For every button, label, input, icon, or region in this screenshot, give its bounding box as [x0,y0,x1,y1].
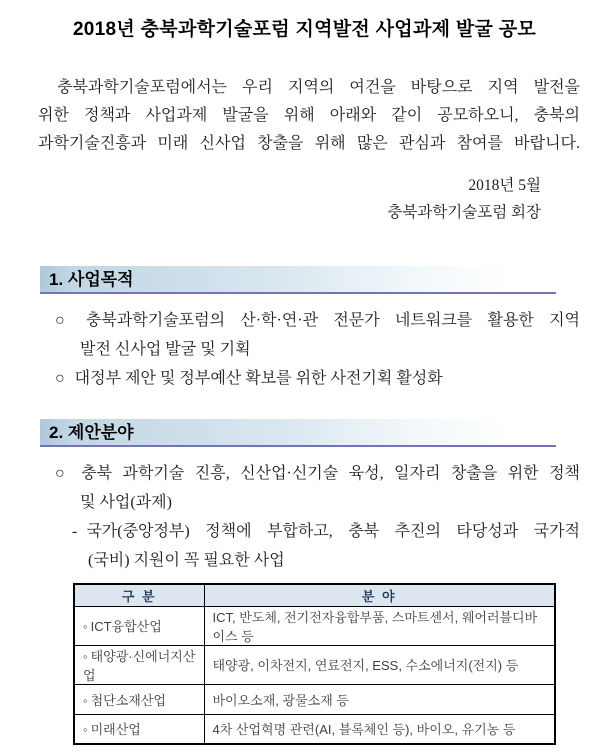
category-label: ICT융합산업 [90,619,162,634]
category-cell [74,645,204,684]
fields-cell: 4차 산업혁명 관련(AI, 블록체인 등), 바이오, 유기농 등 [204,714,555,744]
list-item-continuation: 발전 신사업 발굴 및 기획 [80,341,251,358]
fields-cell: 태양광, 이차전지, 연료전지, ESS, 수소에너지(전지) 등 [204,645,555,684]
document-title: 2018년 충북과학기술포럼 지역발전 사업과제 발굴 공모 [72,19,537,40]
small-circle-bullet-icon: ◦ [83,722,88,738]
category-label: 첨단소재산업 [90,692,166,708]
circle-bullet-icon: ○ [55,465,72,482]
signature-author: 충북과학기술포럼 회장 [387,204,541,221]
list-item [0,459,580,488]
section-heading-proposal-fields [40,419,556,447]
table-row [74,684,555,714]
small-circle-bullet-icon: ◦ [83,619,88,634]
intro-line: 과학기술진흥과 미래 신사업 창출을 위해 많은 관심과 참여를 바랍니다. [38,135,580,152]
dash-bullet-icon: - [72,523,78,540]
table-header-category: 구 분 [74,584,204,606]
intro-paragraph [38,74,580,158]
category-label: 태양광·신에너지산업 [83,648,196,683]
list-item [0,306,580,335]
list-item-continuation: 및 사업(과제) [80,494,172,511]
table-header-row [74,584,555,606]
table-header-field: 분 야 [204,584,555,606]
table-row [74,714,555,744]
list-item-text: 대정부 제안 및 정부예산 확보를 위한 사전기획 활성화 [74,370,443,387]
proposal-fields-table [73,583,556,745]
list-item [0,364,580,393]
category-cell [74,684,204,714]
list-item-text: 충북 과학기술 진흥, 신산업·신기술 육성, 일자리 창출을 위한 정책 [81,465,580,482]
signature-date: 2018년 5월 [468,177,541,194]
intro-line: 위한 정책과 사업과제 발굴을 위해 아래와 같이 공모하오니, 충북의 [38,107,580,124]
fields-cell: ICT, 반도체, 전기전자융합부품, 스마트센서, 웨어러블디바이스 등 [204,606,555,645]
sub-list-item [0,517,580,546]
table-row [74,606,555,645]
intro-line: 충북과학기술포럼에서는 우리 지역의 여건을 바탕으로 지역 발전을 [57,79,580,96]
sub-list-item-continuation: (국비) 지원이 꼭 필요한 사업 [88,552,285,569]
circle-bullet-icon: ○ [55,370,65,387]
purpose-list [0,306,580,393]
small-circle-bullet-icon: ◦ [83,692,88,708]
section-heading-label: 1. 사업목적 [49,270,134,289]
table-row [74,645,555,684]
circle-bullet-icon: ○ [55,312,76,329]
list-item-text: 국가(중앙정부) 정책에 부합하고, 충북 추진의 타당성과 국가적 [86,523,580,540]
fields-cell: 바이오소재, 광물소재 등 [204,684,555,714]
list-item-text: 충북과학기술포럼의 산·학·연·관 전문가 네트워크를 활용한 지역 [85,312,580,329]
section-heading-label: 2. 제안분야 [49,423,134,442]
category-label: 미래산업 [90,722,141,738]
category-cell [74,714,204,744]
section-heading-purpose [40,266,556,294]
signature-block [0,172,609,226]
proposal-fields-list [0,459,580,575]
small-circle-bullet-icon: ◦ [83,648,88,664]
category-cell [74,606,204,645]
